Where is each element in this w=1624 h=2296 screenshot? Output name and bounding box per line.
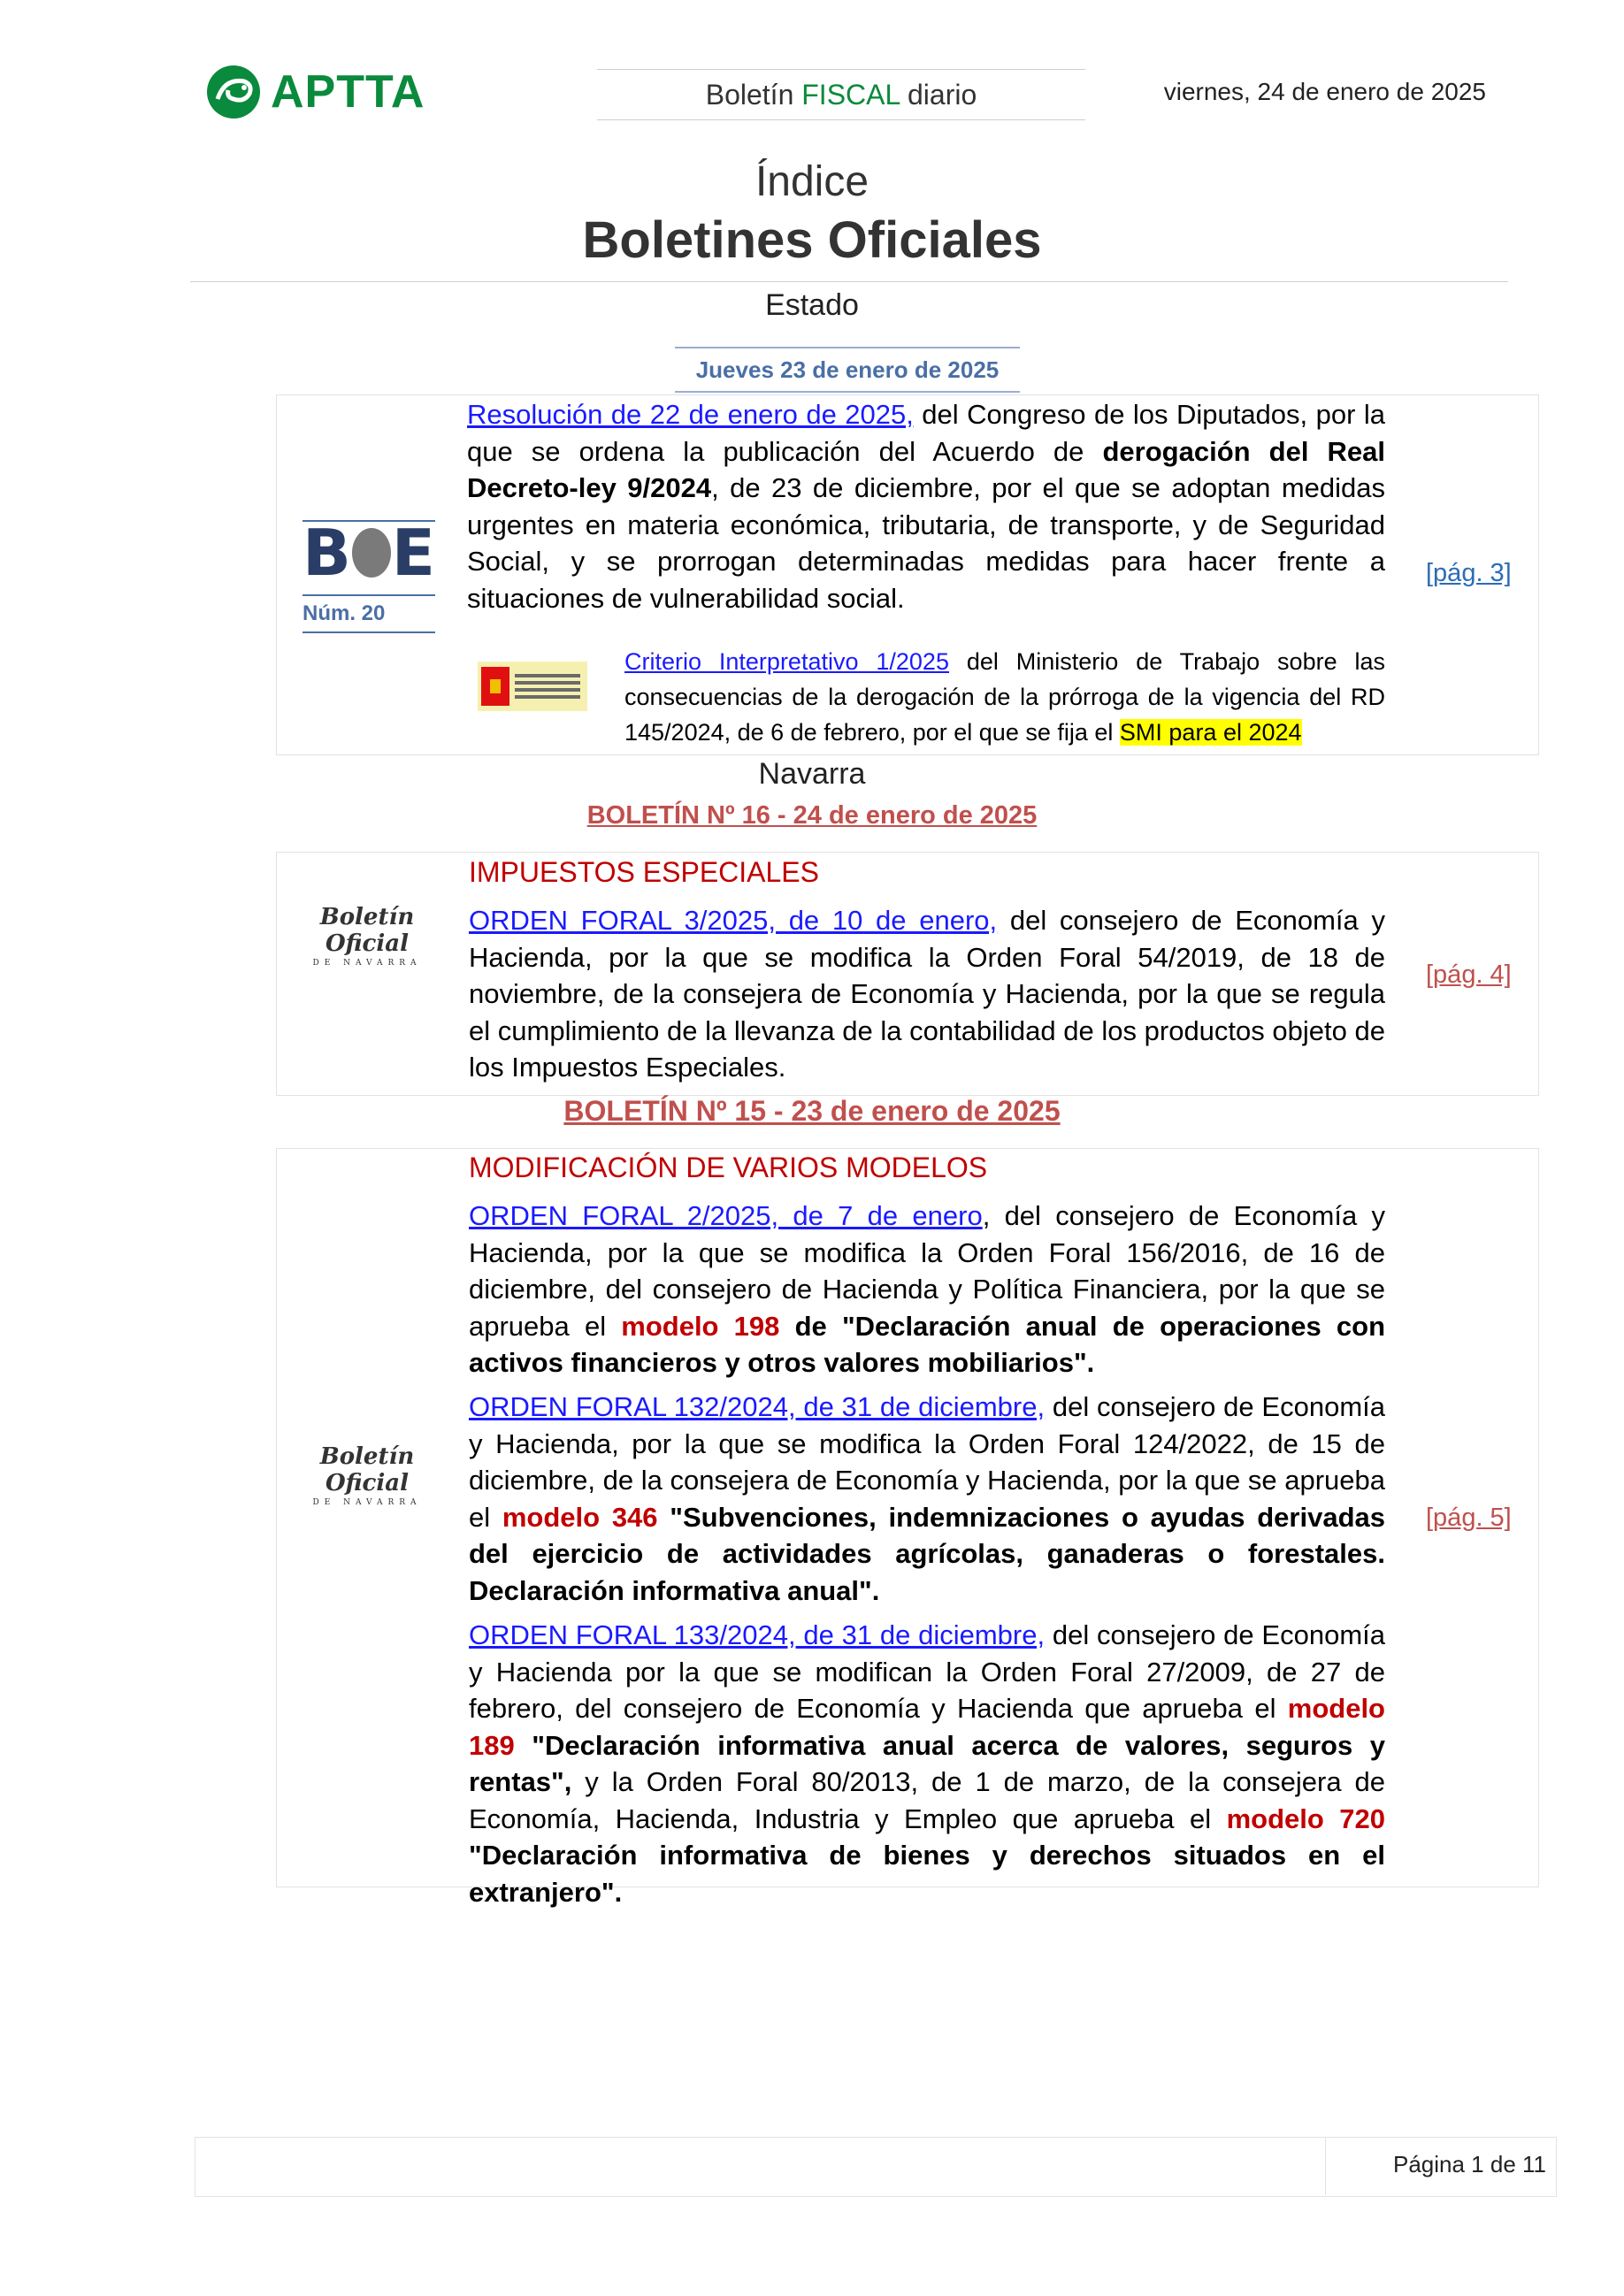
estado-page-link[interactable] [1426,559,1512,588]
boe-number: Núm. 20 [303,601,386,625]
orden-foral-132-2024-link[interactable]: ORDEN FORAL 132/2024, de 31 de diciembre, [469,1391,1046,1422]
ministry-name-lines [515,670,580,702]
boe-mid-line [303,594,435,596]
page-4-link[interactable]: [pág. 4] [1426,960,1512,989]
boletin-navarra-logo: Boletín Oficial DE NAVARRA [312,904,422,968]
orden-foral-132-2024-entry: ORDEN FORAL 132/2024, de 31 de diciembre, del consejero de Economía y Hacienda, por la que se modifica la Orden Foral 124/2022, de 15 de diciembre, de la consejera de Economía y Hacienda, por la que se aprueba el modelo 346 "Subvenciones, indemnizaciones o ayudas derivadas del ejercicio de actividades agrícolas, ganaderas o forestales. Declaración informativa anual". [469,1391,1385,1606]
ministerio-trabajo-logo [478,662,587,711]
boletin-navarra-logo-2: Boletín Oficial DE NAVARRA [312,1443,422,1507]
index-title: Índice [755,158,869,205]
orden-foral-2-2025-link[interactable]: ORDEN FORAL 2/2025, de 7 de enero [469,1200,983,1231]
boe-letter-e: E [391,516,435,590]
orden-foral-3-2025-link[interactable]: ORDEN FORAL 3/2025, de 10 de enero, [469,905,998,936]
modelo-346: modelo 346 [502,1501,658,1533]
estado-date: Jueves 23 de enero de 2025 [675,347,1020,393]
fiscal-word: FISCAL [801,79,900,111]
boe-letter-b: B [303,516,351,590]
page-title: Boletines Oficiales [582,211,1042,269]
boletin-15-heading: BOLETÍN Nº 15 - 23 de enero de 2025 [563,1095,1061,1127]
boletin-15-page-link[interactable] [1426,1504,1512,1533]
boe-logo [303,516,435,590]
orden-foral-2-2025-entry: ORDEN FORAL 2/2025, de 7 de enero, del consejero de Economía y Hacienda, por la que se modifica la Orden Foral 156/2016, de 16 de diciembre, del consejero de Hacienda y Política Financiera, por la que se aprueba el modelo 198 de "Declaración anual de operaciones con activos financieros y otros valores mobiliarios". [469,1200,1386,1378]
orden-foral-133-2024-entry: ORDEN FORAL 133/2024, de 31 de diciembre, del consejero de Economía y Hacienda por la que se modifican la Orden Foral 27/2009, de 27 de febrero, del consejero de Economía y Hacienda que aprueba el modelo 189 "Declaración informativa anual acerca de valores, seguros y rentas", y la Orden Foral 80/2013, de 1 de marzo, de la consejera de Economía, Hacienda, Industria y Empleo que aprueba el modelo 720 "Declaración informativa de bienes y derechos situados en el extranjero". [469,1619,1386,1908]
boletin-16-heading: BOLETÍN Nº 16 - 24 de enero de 2025 [586,801,1038,830]
page-number: Página 1 de 11 [1393,2151,1546,2177]
modelo-189: modelo 189 [469,1693,1385,1761]
aptta-logo [205,58,462,126]
logo-text: APTTA [271,66,425,118]
derogacion-bold: derogación del Real Decreto-ley 9/2024 [467,435,1385,503]
boletin-16-entry: ORDEN FORAL 3/2025, de 10 de enero, del consejero de Economía y Hacienda, por la que se modifica la Orden Foral 54/2019, de 18 de noviembre, de la consejera de Economía y Hacienda, por la que se regula el cumplimiento de la llevanza de la contabilidad de los productos objeto de los Impuestos Especiales. [469,905,1385,1083]
spain-emblem-icon [481,667,509,706]
modelo-720: modelo 720 [1226,1802,1386,1834]
boletin-16-page-link[interactable] [1426,960,1512,990]
header-date: viernes, 24 de enero de 2025 [1163,78,1486,105]
title-divider [190,281,1508,282]
estado-entry-text: Resolución de 22 de enero de 2025, del Congreso de los Diputados, por la que se ordena la publicación del Acuerdo de derogación del Real Decreto-ley 9/2024, de 23 de diciembre, por el que se adoptan medidas urgentes en materia económica, tributaria, de transporte, y de Seguridad Social, y se prorrogan determinadas medidas para hacer frente a situaciones de vulnerabilidad social. [467,399,1385,614]
bulletin-title: Boletín FISCAL diario [597,69,1085,120]
boe-seal-icon [352,528,391,578]
chameleon-icon [205,64,262,120]
orden-foral-133-2024-link[interactable]: ORDEN FORAL 133/2024, de 31 de diciembre, [469,1619,1046,1650]
page-3-link[interactable]: [pág. 3] [1426,559,1512,587]
smi-highlight: SMI para el 2024 [1119,719,1302,746]
impuestos-especiales-title: IMPUESTOS ESPECIALES [469,856,819,888]
resolucion-link[interactable]: Resolución de 22 de enero de 2025, [467,399,914,430]
estado-heading: Estado [765,288,859,322]
criterio-text: Criterio Interpretativo 1/2025 del Ministerio de Trabajo sobre las consecuencias de la derogación de la prórroga de la vigencia del RD 145/2024, de 6 de febrero, por el que se fija el SMI para el 2024 [624,648,1385,746]
modificacion-modelos-title: MODIFICACIÓN DE VARIOS MODELOS [469,1152,988,1183]
page-5-link[interactable]: [pág. 5] [1426,1504,1512,1532]
criterio-link[interactable]: Criterio Interpretativo 1/2025 [624,648,949,675]
modelo-198: modelo 198 [621,1310,780,1342]
navarra-heading: Navarra [758,757,866,791]
boe-bottom-line [303,631,435,633]
